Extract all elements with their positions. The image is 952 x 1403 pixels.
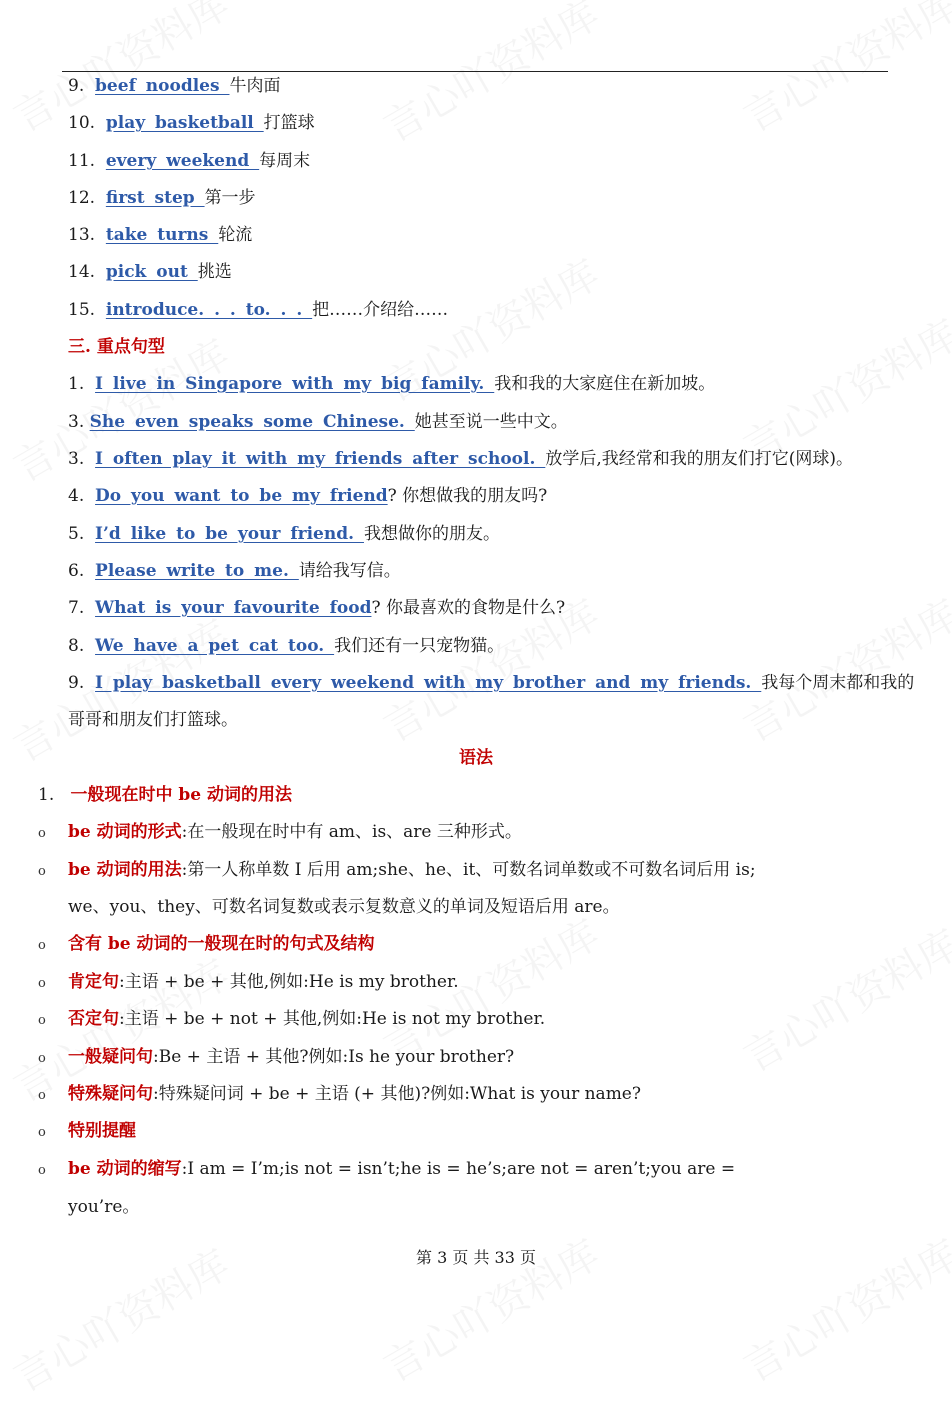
bullet-icon: o xyxy=(38,1163,46,1178)
bullet-icon: o xyxy=(38,864,46,879)
item-number: 13. xyxy=(68,225,96,245)
item-number: 12. xyxy=(68,188,96,208)
answer-text: I’d like to be your friend. xyxy=(95,524,364,544)
translation: 她甚至说一些中文。 xyxy=(414,412,568,432)
watermark xyxy=(372,0,608,153)
item-number: 3. xyxy=(68,412,85,432)
bullet-icon: o xyxy=(38,938,46,953)
translation: 把……介绍给…… xyxy=(312,300,449,320)
bullet-label: be 动词的形式 xyxy=(68,822,182,842)
bullet-text: :Be + 主语 + 其他?例如:Is he your brother? xyxy=(153,1047,515,1067)
item-number: 15. xyxy=(68,300,96,320)
bullet-icon: o xyxy=(38,976,46,991)
bullet-icon: o xyxy=(38,1088,46,1103)
bullet-text: :第一人称单数 I 后用 am;she、he、it、可数名词单数或不可数名词后用 is; xyxy=(181,860,756,880)
answer-text: Do you want to be my friend xyxy=(95,486,388,506)
item-number: 9. xyxy=(68,76,85,96)
bullet-label: 肯定句 xyxy=(68,972,119,992)
translation: 每周末 xyxy=(259,151,311,171)
bullet-label: be 动词的用法 xyxy=(68,860,182,880)
bullet-text: :I am = I’m;is not = isn’t;he is = he’s;are not = aren’t;you are = xyxy=(181,1159,736,1179)
bullet-text: :主语 + be + not + 其他,例如:He is not my brother. xyxy=(119,1009,546,1029)
bullet-label: 否定句 xyxy=(68,1009,119,1029)
grammar-heading xyxy=(38,781,292,809)
translation: 放学后,我经常和我的朋友们打它(网球)。 xyxy=(545,449,853,469)
phrase-item xyxy=(68,296,448,324)
bullet-text-continuation: we、you、they、可数名词复数或表示复数意义的单词及短语后用 are。 xyxy=(68,897,620,917)
grammar-title: 语法 xyxy=(459,748,493,768)
answer-text: She even speaks some Chinese. xyxy=(89,412,415,432)
bullet-icon: o xyxy=(38,1051,46,1066)
bullet-icon: o xyxy=(38,1125,46,1140)
item-number: 14. xyxy=(68,262,96,282)
bullet-icon: o xyxy=(38,1013,46,1028)
item-number: 5. xyxy=(68,524,85,544)
answer-text: We have a pet cat too. xyxy=(95,636,335,656)
answer-text: take turns xyxy=(105,225,219,245)
bullet-text: :主语 + be + 其他,例如:He is my brother. xyxy=(119,972,459,992)
sentence-item xyxy=(68,594,565,622)
bullet-label: be 动词的缩写 xyxy=(68,1159,182,1179)
item-number: 9. xyxy=(68,673,85,693)
item-number: 8. xyxy=(68,636,85,656)
bullet-text: :特殊疑问词 + be + 主语 (+ 其他)?例如:What is your name? xyxy=(153,1084,641,1104)
sentence-item xyxy=(68,408,568,436)
item-number: 10. xyxy=(68,113,96,133)
sentence-item xyxy=(68,557,401,585)
bullet-text: :在一般现在时中有 am、is、are 三种形式。 xyxy=(181,822,522,842)
sentence-item xyxy=(68,370,715,398)
phrase-item xyxy=(68,109,315,137)
bullet-label: 一般疑问句 xyxy=(68,1047,153,1067)
translation: 请给我写信。 xyxy=(298,561,401,581)
answer-text: Please write to me. xyxy=(95,561,299,581)
answer-text: beef noodles xyxy=(95,76,230,96)
item-number: 11. xyxy=(68,151,96,171)
phrase-item xyxy=(68,221,252,249)
sentence-item xyxy=(68,482,547,510)
answer-text: introduce. . . to. . . xyxy=(105,300,313,320)
item-number: 1. xyxy=(38,785,55,805)
phrase-item xyxy=(68,72,280,100)
answer-text: pick out xyxy=(105,262,198,282)
item-number: 3. xyxy=(68,449,85,469)
translation: ? 你想做我的朋友吗? xyxy=(387,486,548,506)
item-number: 4. xyxy=(68,486,85,506)
translation: 我和我的大家庭住在新加坡。 xyxy=(494,374,716,394)
section-title: 三. 重点句型 xyxy=(68,337,165,357)
watermark xyxy=(732,914,952,1083)
bullet-text-continuation: you’re。 xyxy=(68,1197,140,1217)
translation: 我想做你的朋友。 xyxy=(363,524,500,544)
translation: 轮流 xyxy=(218,225,253,245)
phrase-item xyxy=(68,184,256,212)
translation: 我每个周末都和我的 xyxy=(761,673,915,693)
sentence-item xyxy=(68,669,914,697)
answer-text: every weekend xyxy=(105,151,260,171)
sentence-continuation: 哥哥和朋友们打篮球。 xyxy=(68,710,238,730)
item-number: 7. xyxy=(68,598,85,618)
translation: 牛肉面 xyxy=(229,76,281,96)
sentence-item xyxy=(68,445,853,473)
translation: 打篮球 xyxy=(263,113,315,133)
page-footer: 第 3 页 共 33 页 xyxy=(416,1248,536,1267)
item-number: 1. xyxy=(68,374,85,394)
bullet-label: 含有 be 动词的一般现在时的句式及结构 xyxy=(68,934,375,954)
translation: 我们还有一只宠物猫。 xyxy=(334,636,505,656)
sentence-item xyxy=(68,632,504,660)
translation: 第一步 xyxy=(204,188,256,208)
answer-text: I live in Singapore with my big family. xyxy=(95,374,495,394)
sentence-item xyxy=(68,520,500,548)
bullet-label: 特殊疑问句 xyxy=(68,1084,153,1104)
heading-text: 一般现在时中 be 动词的用法 xyxy=(70,785,292,805)
bullet-icon: o xyxy=(38,826,46,841)
phrase-item xyxy=(68,258,232,286)
phrase-item xyxy=(68,147,310,175)
answer-text: first step xyxy=(105,188,205,208)
answer-text: What is your favourite food xyxy=(95,598,372,618)
answer-text: play basketball xyxy=(105,113,264,133)
answer-text: I play basketball every weekend with my brother and my friends. xyxy=(95,673,762,693)
answer-text: I often play it with my friends after school. xyxy=(95,449,546,469)
bullet-label: 特别提醒 xyxy=(68,1121,136,1141)
translation: ? 你最喜欢的食物是什么? xyxy=(371,598,566,618)
item-number: 6. xyxy=(68,561,85,581)
translation: 挑选 xyxy=(197,262,232,282)
